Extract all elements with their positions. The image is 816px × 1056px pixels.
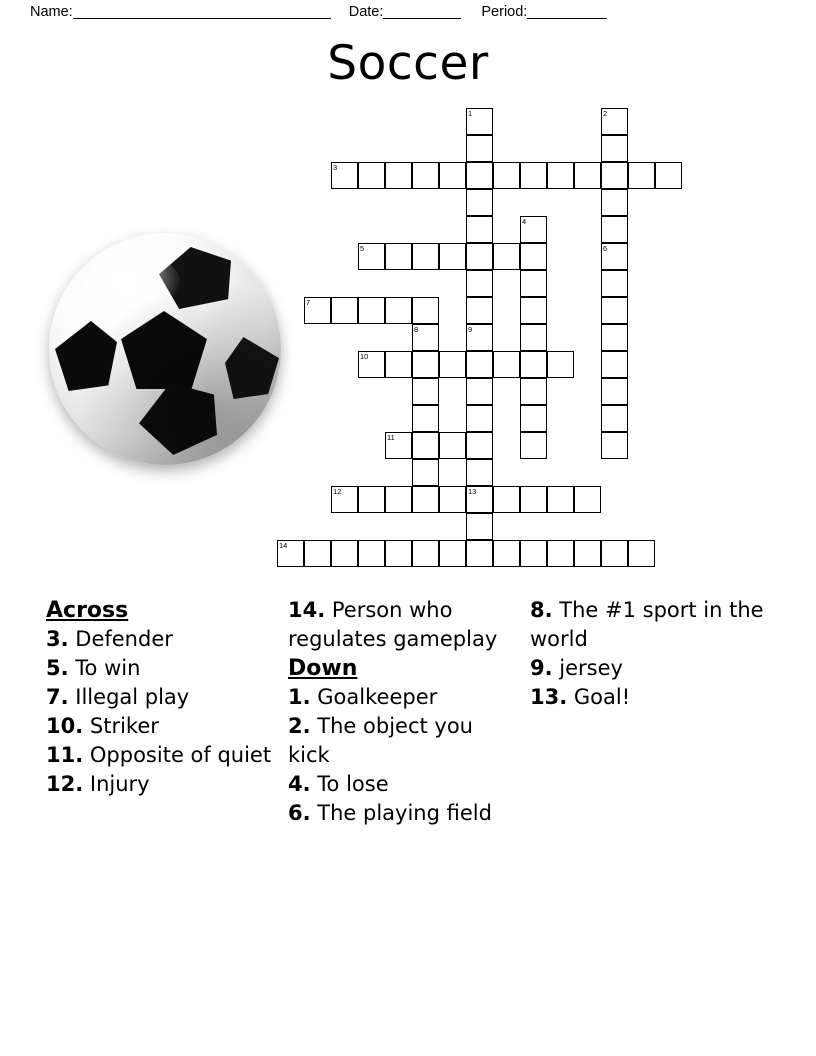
crossword-cell[interactable] xyxy=(601,351,628,378)
clue-text: To win xyxy=(75,656,141,680)
clue-number: 13. xyxy=(530,685,568,709)
clue-text: To lose xyxy=(317,772,389,796)
name-blank[interactable] xyxy=(73,5,331,19)
crossword-cell[interactable] xyxy=(439,432,466,459)
crossword-cell[interactable] xyxy=(520,324,547,351)
cell-number: 11 xyxy=(387,433,395,442)
clue-down-2 xyxy=(288,712,520,770)
crossword-cell[interactable] xyxy=(412,459,439,486)
crossword-cell[interactable] xyxy=(385,432,412,459)
clue-across-13 xyxy=(530,683,770,712)
crossword-cell[interactable] xyxy=(601,162,628,189)
clue-text: Opposite of quiet xyxy=(89,743,272,767)
down-heading: Down xyxy=(288,656,358,681)
crossword-cell[interactable] xyxy=(574,540,601,567)
crossword-cell[interactable] xyxy=(466,108,493,135)
crossword-cell[interactable] xyxy=(520,351,547,378)
clue-number: 6. xyxy=(288,801,311,825)
crossword-cell[interactable] xyxy=(277,540,304,567)
clue-number: 5. xyxy=(46,656,69,680)
crossword-cell[interactable] xyxy=(412,432,439,459)
crossword-cell[interactable] xyxy=(601,540,628,567)
crossword-cell[interactable] xyxy=(412,540,439,567)
cell-number: 8 xyxy=(414,325,419,334)
crossword-cell[interactable] xyxy=(466,351,493,378)
cell-number: 6 xyxy=(603,244,608,253)
crossword-cell[interactable] xyxy=(358,486,385,513)
crossword-cell[interactable] xyxy=(493,162,520,189)
crossword-cell[interactable] xyxy=(466,297,493,324)
crossword-cell[interactable] xyxy=(466,162,493,189)
crossword-cell[interactable] xyxy=(466,540,493,567)
cell-number: 14 xyxy=(279,541,288,550)
crossword-cell[interactable] xyxy=(520,216,547,243)
clue-across-7 xyxy=(46,683,276,712)
crossword-cell[interactable] xyxy=(412,378,439,405)
soccer-ball xyxy=(49,233,281,465)
crossword-cell[interactable] xyxy=(358,162,385,189)
ball-patch xyxy=(139,383,217,455)
cell-number: 4 xyxy=(522,217,527,226)
crossword-cell[interactable] xyxy=(439,351,466,378)
clue-text: Goal! xyxy=(573,685,631,709)
crossword-cell[interactable] xyxy=(439,540,466,567)
crossword-cell[interactable] xyxy=(466,243,493,270)
clue-column-2 xyxy=(288,596,520,828)
crossword-cell[interactable] xyxy=(547,486,574,513)
crossword-cell[interactable] xyxy=(520,243,547,270)
crossword-cell[interactable] xyxy=(493,486,520,513)
cell-number: 3 xyxy=(333,163,338,172)
ball-patch xyxy=(55,321,117,391)
clue-number: 8. xyxy=(530,598,553,622)
crossword-cell[interactable] xyxy=(412,162,439,189)
crossword-cell[interactable] xyxy=(601,243,628,270)
clue-across-3 xyxy=(46,625,276,654)
crossword-cell[interactable] xyxy=(601,270,628,297)
clue-text: Illegal play xyxy=(75,685,190,709)
period-blank[interactable] xyxy=(527,5,607,19)
clue-text: Striker xyxy=(89,714,159,738)
crossword-cell[interactable] xyxy=(439,162,466,189)
period-label: Period: xyxy=(481,4,528,20)
crossword-cell[interactable] xyxy=(547,351,574,378)
crossword-cell[interactable] xyxy=(520,297,547,324)
clue-number: 2. xyxy=(288,714,311,738)
crossword-cell[interactable] xyxy=(358,243,385,270)
clue-number: 9. xyxy=(530,656,553,680)
crossword-cell[interactable] xyxy=(601,378,628,405)
clue-across-10 xyxy=(46,712,276,741)
crossword-cell[interactable] xyxy=(493,351,520,378)
crossword-cell[interactable] xyxy=(304,297,331,324)
crossword-cell[interactable] xyxy=(655,162,682,189)
crossword-cell[interactable] xyxy=(304,540,331,567)
crossword-cell[interactable] xyxy=(412,243,439,270)
crossword-cell[interactable] xyxy=(412,351,439,378)
crossword-cell[interactable] xyxy=(520,162,547,189)
clue-across-11 xyxy=(46,741,276,770)
crossword-cell[interactable] xyxy=(358,351,385,378)
crossword-cell[interactable] xyxy=(412,297,439,324)
crossword-cell[interactable] xyxy=(601,216,628,243)
crossword-cell[interactable] xyxy=(493,243,520,270)
clue-number: 7. xyxy=(46,685,69,709)
crossword-cell[interactable] xyxy=(385,297,412,324)
crossword-cell[interactable] xyxy=(574,486,601,513)
clue-across-14 xyxy=(288,596,520,654)
crossword-cell[interactable] xyxy=(466,324,493,351)
ball-patch xyxy=(225,337,279,399)
clue-number: 10. xyxy=(46,714,84,738)
clue-number: 12. xyxy=(46,772,84,796)
crossword-cell[interactable] xyxy=(547,162,574,189)
cell-number: 1 xyxy=(468,109,473,118)
crossword-cell[interactable] xyxy=(385,351,412,378)
crossword-cell[interactable] xyxy=(358,540,385,567)
crossword-cell[interactable] xyxy=(601,189,628,216)
crossword-cell[interactable] xyxy=(601,297,628,324)
crossword-cell[interactable] xyxy=(331,540,358,567)
clue-number: 1. xyxy=(288,685,311,709)
clue-down-1 xyxy=(288,683,520,712)
crossword-cell[interactable] xyxy=(439,486,466,513)
clue-across-5 xyxy=(46,654,276,683)
crossword-cell[interactable] xyxy=(601,405,628,432)
crossword-cell[interactable] xyxy=(628,162,655,189)
crossword-cell[interactable] xyxy=(385,162,412,189)
clue-lists xyxy=(0,596,816,996)
ball-patch xyxy=(159,247,231,309)
crossword-cell[interactable] xyxy=(601,432,628,459)
clue-number: 4. xyxy=(288,772,311,796)
crossword-cell[interactable] xyxy=(466,270,493,297)
crossword-cell[interactable] xyxy=(466,513,493,540)
clue-text: The #1 sport in the world xyxy=(530,598,764,651)
cell-number: 2 xyxy=(603,109,608,118)
clue-down-6 xyxy=(288,799,520,828)
clue-column-1 xyxy=(46,596,276,799)
crossword-cell[interactable] xyxy=(331,297,358,324)
clue-column-3 xyxy=(530,596,770,712)
cell-number: 13 xyxy=(468,487,477,496)
clue-across-12 xyxy=(46,770,276,799)
crossword-cell[interactable] xyxy=(331,486,358,513)
clue-text: Defender xyxy=(75,627,173,651)
date-label: Date: xyxy=(348,4,384,20)
crossword-cell[interactable] xyxy=(520,378,547,405)
crossword-cell[interactable] xyxy=(601,324,628,351)
crossword-cell[interactable] xyxy=(520,405,547,432)
crossword-cell[interactable] xyxy=(385,540,412,567)
crossword-cell[interactable] xyxy=(385,243,412,270)
cell-number: 12 xyxy=(333,487,342,496)
crossword-cell[interactable] xyxy=(466,135,493,162)
crossword-cell[interactable] xyxy=(358,297,385,324)
clue-text: The object you kick xyxy=(288,714,473,767)
crossword-cell[interactable] xyxy=(439,243,466,270)
cell-number: 7 xyxy=(306,298,311,307)
crossword-cell[interactable] xyxy=(601,108,628,135)
crossword-cell[interactable] xyxy=(466,405,493,432)
cell-number: 5 xyxy=(360,244,365,253)
crossword-cell[interactable] xyxy=(466,216,493,243)
cell-number: 10 xyxy=(360,352,369,361)
clue-number: 11. xyxy=(46,743,84,767)
clue-text: Person who regulates gameplay xyxy=(288,598,498,651)
crossword-cell[interactable] xyxy=(385,486,412,513)
name-label: Name: xyxy=(30,4,73,20)
crossword-cell[interactable] xyxy=(520,432,547,459)
crossword-cell[interactable] xyxy=(466,189,493,216)
cell-number: 9 xyxy=(468,325,473,334)
clue-across-8 xyxy=(530,596,770,654)
clue-text: Goalkeeper xyxy=(317,685,438,709)
crossword-cell[interactable] xyxy=(628,540,655,567)
crossword-cell[interactable] xyxy=(412,324,439,351)
crossword-cell[interactable] xyxy=(520,540,547,567)
soccer-ball-image xyxy=(44,228,284,468)
crossword-cell[interactable] xyxy=(412,405,439,432)
page-title: Soccer xyxy=(327,36,489,91)
across-heading: Across xyxy=(46,598,129,623)
crossword-cell[interactable] xyxy=(601,135,628,162)
crossword-cell[interactable] xyxy=(412,486,439,513)
crossword-cell[interactable] xyxy=(520,486,547,513)
crossword-cell[interactable] xyxy=(331,162,358,189)
ball-patch xyxy=(121,311,207,389)
crossword-cell[interactable] xyxy=(520,270,547,297)
clue-down-4 xyxy=(288,770,520,799)
worksheet-header xyxy=(30,0,786,24)
crossword-cell[interactable] xyxy=(574,162,601,189)
clue-number: 14. xyxy=(288,598,326,622)
crossword-cell[interactable] xyxy=(466,378,493,405)
date-blank[interactable] xyxy=(383,5,461,19)
clue-across-9 xyxy=(530,654,770,683)
clue-number: 3. xyxy=(46,627,69,651)
crossword-cell[interactable] xyxy=(466,486,493,513)
crossword-cell[interactable] xyxy=(493,540,520,567)
crossword-cell[interactable] xyxy=(547,540,574,567)
crossword-cell[interactable] xyxy=(466,432,493,459)
clue-text: Injury xyxy=(89,772,150,796)
clue-text: jersey xyxy=(559,656,623,680)
clue-text: The playing field xyxy=(317,801,492,825)
crossword-cell[interactable] xyxy=(466,459,493,486)
